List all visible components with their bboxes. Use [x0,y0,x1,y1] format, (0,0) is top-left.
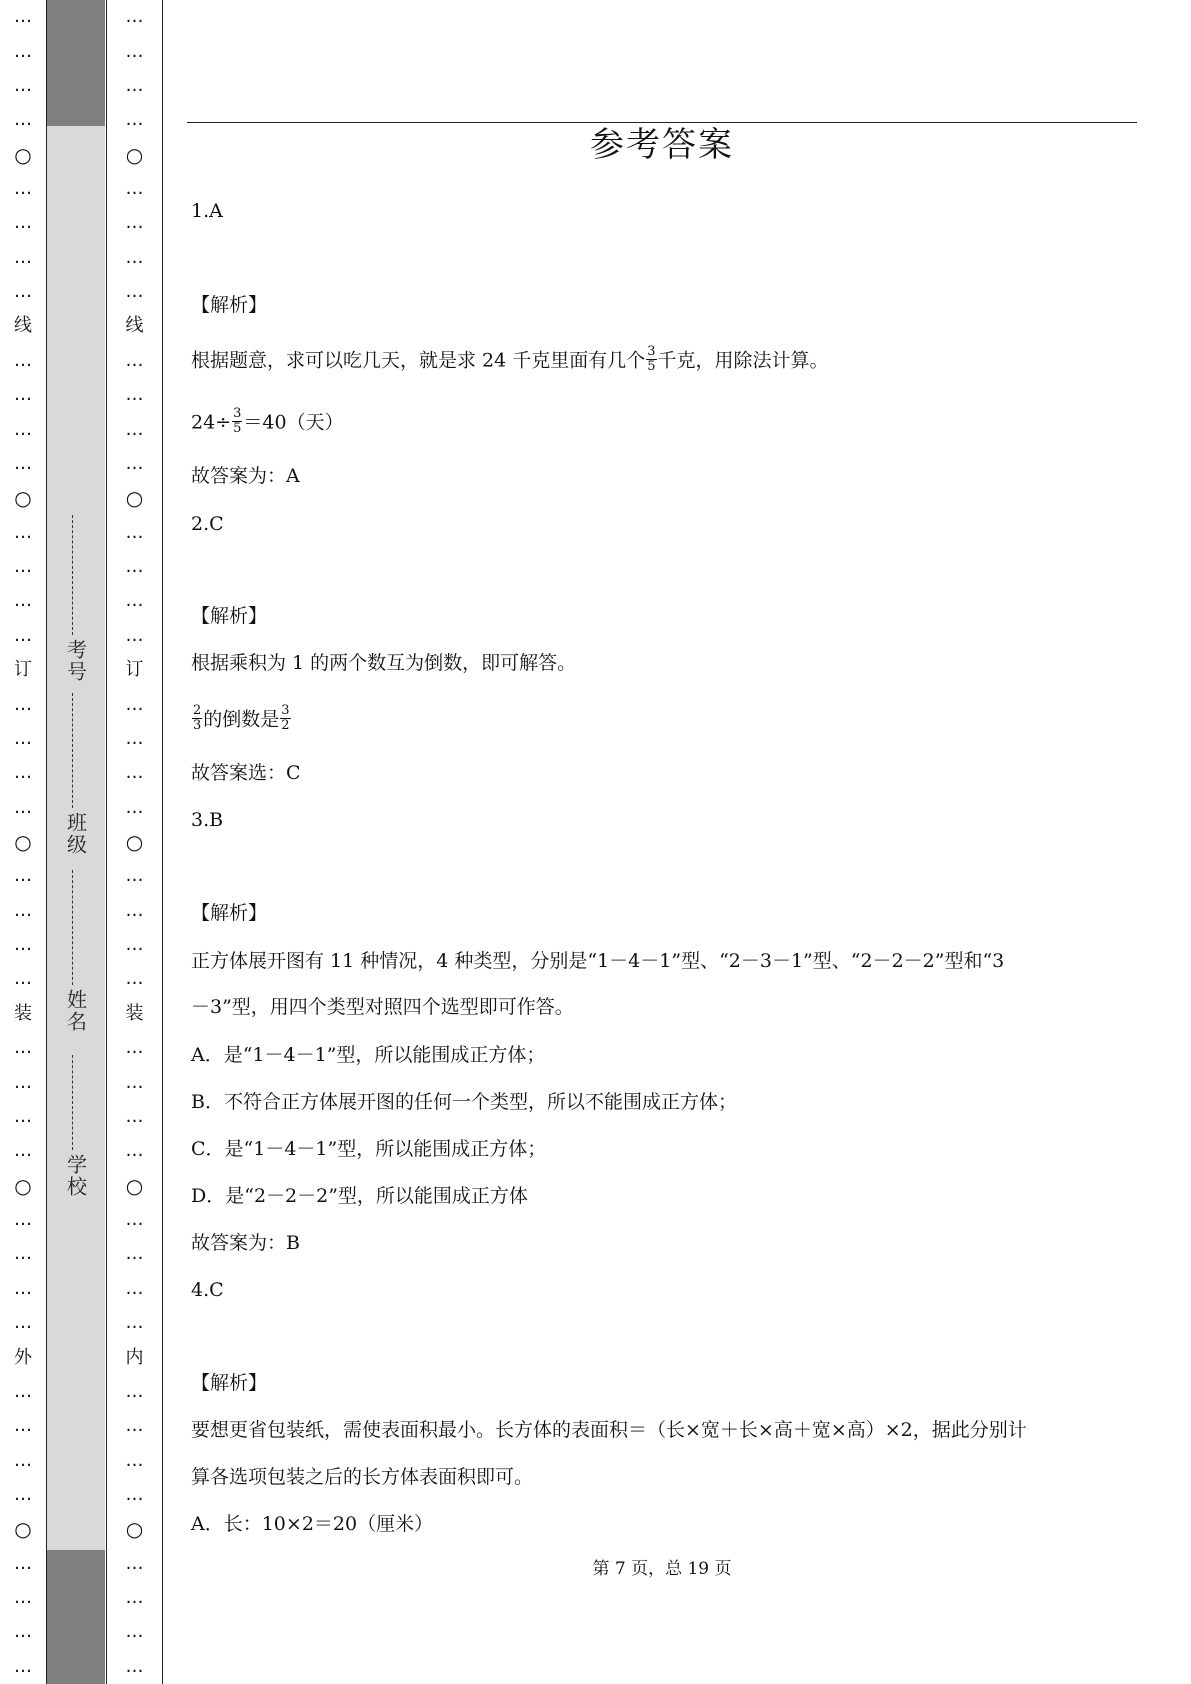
binding-info-column [47,0,105,1684]
binding-circle-mark: ○ [125,486,144,510]
field-school [47,1055,105,1198]
binding-dot-mark: … [125,590,144,611]
binding-dot-mark: … [125,1381,144,1402]
field-underline [72,870,75,985]
q4-explanation-line1: 要想更省包装纸，需使表面积最小。长方体的表面积＝（长×宽＋长×高＋宽×高）×2，据此分别计 [191,1419,1027,1441]
page-footer: 第 7 页，总 19 页 [592,1559,732,1579]
binding-dot-mark: … [125,1621,144,1642]
fraction [192,704,202,733]
binding-dot-mark: … [125,1140,144,1161]
binding-dot-mark: … [14,350,32,371]
text: 的倒数是 [203,708,280,731]
binding-circle-mark: ○ [14,1517,32,1541]
binding-char-mark: 线 [125,315,144,336]
binding-outer-column [0,0,47,1684]
binding-dot-mark: … [14,1415,32,1436]
binding-dot-mark: … [125,178,144,199]
binding-dot-mark: … [125,1656,144,1677]
binding-dot-mark: … [14,281,32,302]
q4-option-a: A．长：10×2＝20（厘米） [191,1513,434,1535]
binding-dot-mark: … [125,281,144,302]
binding-circle-mark: ○ [125,830,144,854]
binding-dot-mark: … [125,762,144,783]
binding-dot-mark: … [14,728,32,749]
q4-answer: 4.C [191,1279,224,1301]
q3-explanation-line1: 正方体展开图有 11 种情况，4 种类型，分别是“1－4－1”型、“2－3－1”型、“2－2－2”型和“3 [191,950,1005,972]
fraction [232,407,242,436]
binding-inner-column [106,0,163,1684]
text: 根据题意，求可以吃几天，就是求 24 千克里面有几个 [191,349,646,372]
binding-dot-mark: … [125,1484,144,1505]
binding-dot-mark: … [14,1209,32,1230]
binding-dot-mark: … [14,1484,32,1505]
binding-dot-mark: … [125,968,144,989]
binding-dot-mark: … [125,350,144,371]
binding-dot-mark: … [14,384,32,405]
numerator: 2 [193,703,202,718]
fraction [646,345,656,374]
q4-analysis-heading: 【解析】 [191,1372,268,1394]
denominator: 5 [647,359,656,374]
text: ＝40（天） [243,411,344,434]
q2-reciprocal [191,703,292,735]
binding-dot-mark: … [14,1312,32,1333]
field-label: 考号 [63,639,88,683]
q2-answer: 2.C [191,513,224,535]
q1-analysis-heading: 【解析】 [191,294,268,316]
binding-dot-mark: … [14,1450,32,1471]
binding-dot-mark: … [14,865,32,886]
binding-dot-mark: … [14,41,32,62]
binding-dot-mark: … [125,1415,144,1436]
fraction [280,704,290,733]
denominator: 5 [233,421,242,436]
binding-dot-mark: … [14,453,32,474]
binding-dot-mark: … [14,1072,32,1093]
binding-dot-mark: … [14,247,32,268]
binding-dot-mark: … [125,522,144,543]
denominator: 2 [281,718,290,733]
binding-dot-mark: … [14,1140,32,1161]
q3-conclusion: 故答案为：B [191,1232,300,1254]
binding-dot-mark: … [14,1278,32,1299]
field-label: 学校 [63,1154,88,1198]
binding-dot-mark: … [14,522,32,543]
text: 24÷ [191,411,232,434]
q3-explanation-line2: －3”型，用四个类型对照四个选型即可作答。 [191,996,574,1018]
binding-char-mark: 装 [125,1003,144,1024]
q3-analysis-heading: 【解析】 [191,902,268,924]
field-label: 班级 [63,812,88,856]
binding-dot-mark: … [14,1381,32,1402]
binding-dot-mark: … [125,247,144,268]
binding-circle-mark: ○ [125,143,144,167]
binding-dot-mark: … [125,75,144,96]
q1-conclusion: 故答案为：A [191,465,300,487]
binding-dot-mark: … [14,590,32,611]
binding-dot-mark: … [14,625,32,646]
binding-dot-mark: … [14,6,32,27]
binding-dot-mark: … [125,556,144,577]
binding-circle-mark: ○ [14,1174,32,1198]
binding-dot-mark: … [125,1106,144,1127]
binding-dot-mark: … [14,900,32,921]
binding-dot-mark: … [125,6,144,27]
q3-option-b: B．不符合正方体展开图的任何一个类型，所以不能围成正方体； [191,1091,737,1113]
binding-dot-mark: … [125,1072,144,1093]
numerator: 3 [233,406,242,421]
q4-explanation-line2: 算各选项包装之后的长方体表面积即可。 [191,1466,534,1488]
binding-circle-mark: ○ [14,830,32,854]
field-label: 姓名 [63,989,88,1033]
q1-calculation [191,406,344,438]
q3-answer: 3.B [191,809,224,831]
q3-option-a: A．是“1－4－1”型，所以能围成正方体； [191,1044,546,1066]
binding-dot-mark: … [125,1312,144,1333]
q1-explanation [191,344,829,376]
field-name [47,870,105,1033]
numerator: 3 [281,703,290,718]
binding-dot-mark: … [125,625,144,646]
text: 千克，用除法计算。 [657,349,829,372]
binding-dot-mark: … [125,1243,144,1264]
binding-char-mark: 内 [125,1347,144,1368]
binding-dot-mark: … [14,1243,32,1264]
binding-dark-bottom [47,1550,105,1684]
binding-char-mark: 装 [14,1003,32,1024]
binding-dot-mark: … [125,384,144,405]
q3-option-c: C．是“1－4－1”型，所以能围成正方体； [191,1138,547,1160]
binding-dot-mark: … [14,1037,32,1058]
binding-char-mark: 订 [14,659,32,680]
binding-dot-mark: … [125,41,144,62]
binding-dot-mark: … [14,1587,32,1608]
binding-dot-mark: … [14,968,32,989]
field-underline [72,693,75,808]
binding-dot-mark: … [125,900,144,921]
binding-dot-mark: … [14,212,32,233]
denominator: 3 [193,718,202,733]
binding-dot-mark: … [14,75,32,96]
binding-dot-mark: … [14,934,32,955]
binding-dot-mark: … [125,694,144,715]
binding-dot-mark: … [14,178,32,199]
binding-char-mark: 外 [14,1347,32,1368]
binding-dot-mark: … [14,419,32,440]
binding-dot-mark: … [125,453,144,474]
q1-answer: 1.A [191,200,223,222]
binding-dot-mark: … [14,556,32,577]
binding-circle-mark: ○ [14,486,32,510]
binding-dot-mark: … [125,1037,144,1058]
binding-dot-mark: … [125,728,144,749]
binding-dot-mark: … [125,212,144,233]
binding-dot-mark: … [125,109,144,130]
binding-dot-mark: … [125,1278,144,1299]
binding-char-mark: 订 [125,659,144,680]
page-title: 参考答案 [590,125,734,165]
binding-dot-mark: … [14,1656,32,1677]
binding-dark-top [47,0,105,126]
binding-dot-mark: … [14,694,32,715]
q2-explanation: 根据乘积为 1 的两个数互为倒数，即可解答。 [191,652,577,674]
binding-circle-mark: ○ [125,1174,144,1198]
binding-char-mark: 线 [14,315,32,336]
binding-dot-mark: … [125,797,144,818]
q2-analysis-heading: 【解析】 [191,605,268,627]
field-underline [72,1055,75,1150]
q3-option-d: D．是“2－2－2”型，所以能围成正方体 [191,1185,528,1207]
q2-conclusion: 故答案选：C [191,762,301,784]
binding-dot-mark: … [14,109,32,130]
field-class [47,693,105,856]
binding-dot-mark: … [14,762,32,783]
binding-circle-mark: ○ [14,143,32,167]
binding-dot-mark: … [125,934,144,955]
binding-dot-mark: … [14,1553,32,1574]
binding-dot-mark: … [125,419,144,440]
binding-circle-mark: ○ [125,1517,144,1541]
field-exam-number [47,515,105,683]
binding-dot-mark: … [14,797,32,818]
field-underline [72,515,75,635]
binding-dot-mark: … [125,1553,144,1574]
binding-dot-mark: … [125,1209,144,1230]
binding-dot-mark: … [125,1450,144,1471]
numerator: 3 [647,344,656,359]
binding-dot-mark: … [14,1621,32,1642]
binding-dot-mark: … [125,865,144,886]
binding-dot-mark: … [14,1106,32,1127]
binding-dot-mark: … [125,1587,144,1608]
